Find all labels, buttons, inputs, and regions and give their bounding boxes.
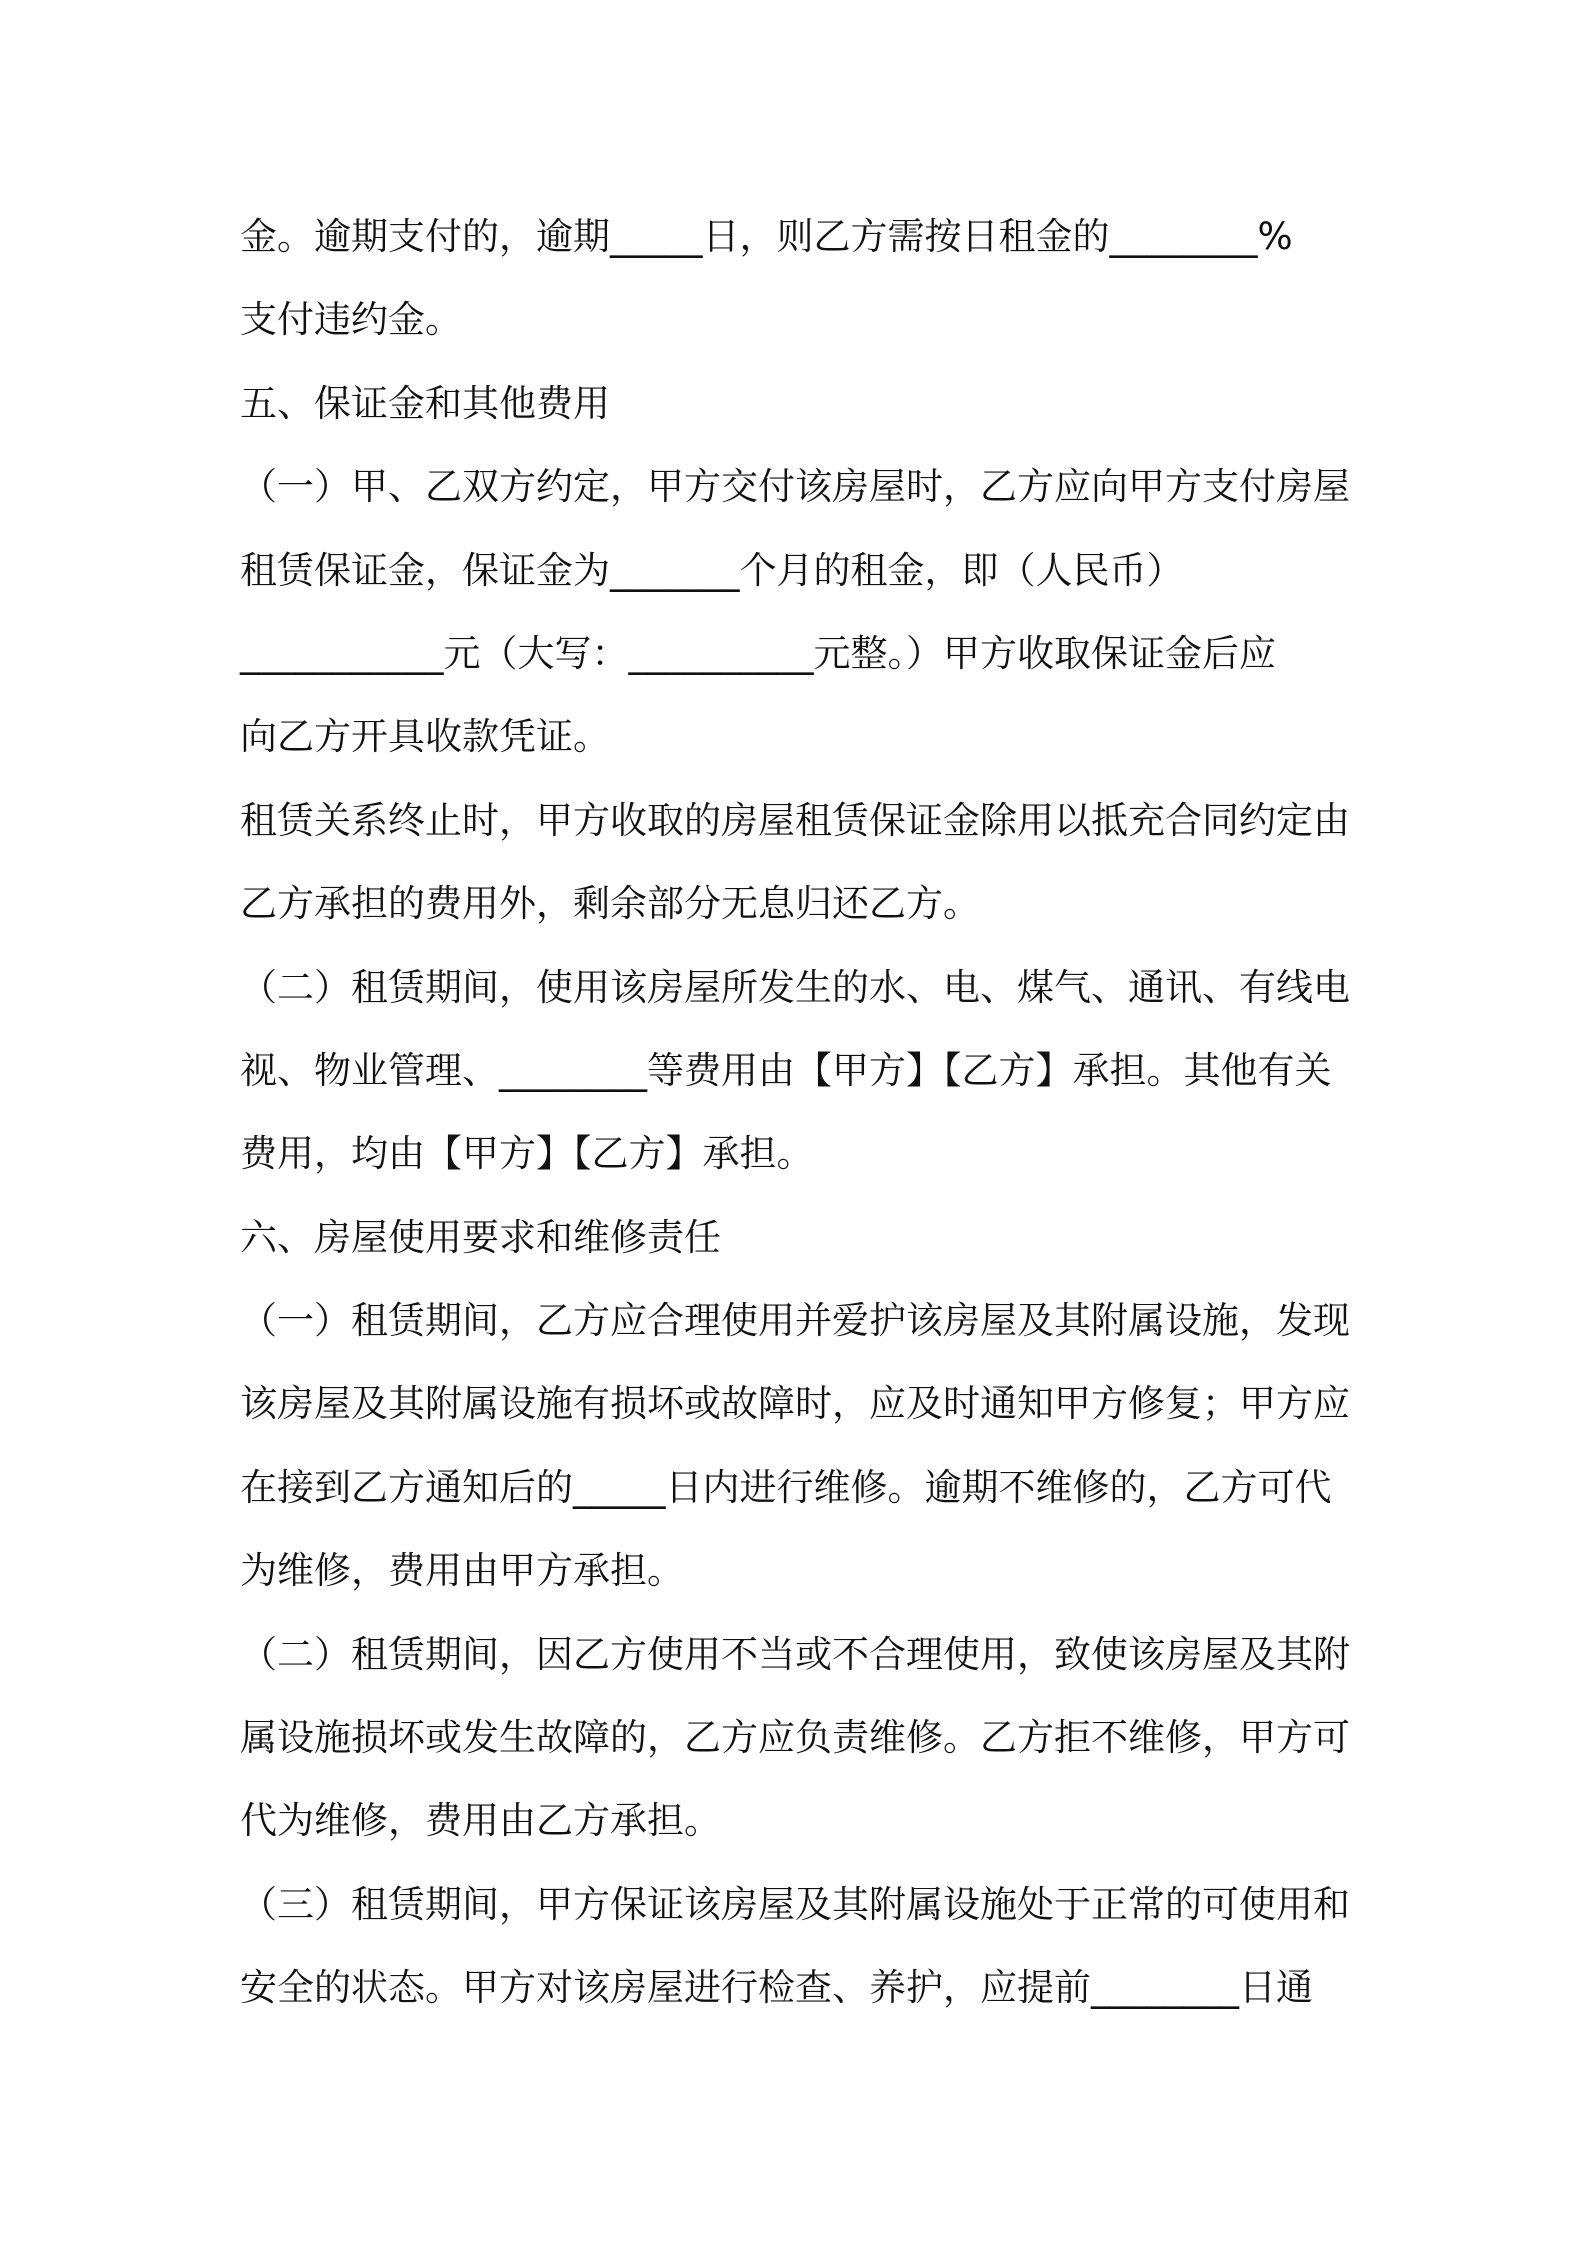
text-line: （一）租赁期间，乙方应合理使用并爱护该房屋及其附属设施，发现 [240,1299,1350,1343]
text-line: 为维修，费用由甲方承担。 [240,1549,684,1593]
text-line: 在接到乙方通知后的_____日内进行维修。逾期不维修的，乙方可代 [240,1465,1332,1509]
text-line: ___________元（大写：__________元整。）甲方收取保证金后应 [240,631,1276,675]
text-line: 租赁保证金，保证金为_______个月的租金，即（人民币） [240,548,1184,592]
section-heading: 六、房屋使用要求和维修责任 [240,1215,721,1259]
text-line: 向乙方开具收款凭证。 [240,715,610,759]
text-line: 该房屋及其附属设施有损坏或故障时，应及时通知甲方修复；甲方应 [240,1382,1350,1426]
text-line: 安全的状态。甲方对该房屋进行检查、养护，应提前________日通 [240,1966,1313,2010]
text-line: （二）租赁期间，使用该房屋所发生的水、电、煤气、通讯、有线电 [240,965,1350,1009]
text-line: 代为维修，费用由乙方承担。 [240,1799,721,1843]
section-heading: 五、保证金和其他费用 [240,381,610,425]
text-line: （三）租赁期间，甲方保证该房屋及其附属设施处于正常的可使用和 [240,1882,1350,1926]
contract-text-block [240,195,1360,2030]
text-line: 视、物业管理、________等费用由【甲方】【乙方】承担。其他有关 [240,1048,1332,1092]
text-line: （一）甲、乙双方约定，甲方交付该房屋时，乙方应向甲方支付房屋 [240,465,1350,509]
text-line: 费用，均由【甲方】【乙方】承担。 [240,1132,814,1176]
text-line: （二）租赁期间，因乙方使用不当或不合理使用，致使该房屋及其附 [240,1632,1350,1676]
text-line: 租赁关系终止时，甲方收取的房屋租赁保证金除用以抵充合同约定由 [240,798,1350,842]
text-line: 金。逾期支付的，逾期_____日，则乙方需按日租金的________% [240,215,1293,258]
text-line: 属设施损坏或发生故障的，乙方应负责维修。乙方拒不维修，甲方可 [240,1716,1350,1760]
text-line: 乙方承担的费用外，剩余部分无息归还乙方。 [240,882,980,926]
text-line: 支付违约金。 [240,298,462,342]
